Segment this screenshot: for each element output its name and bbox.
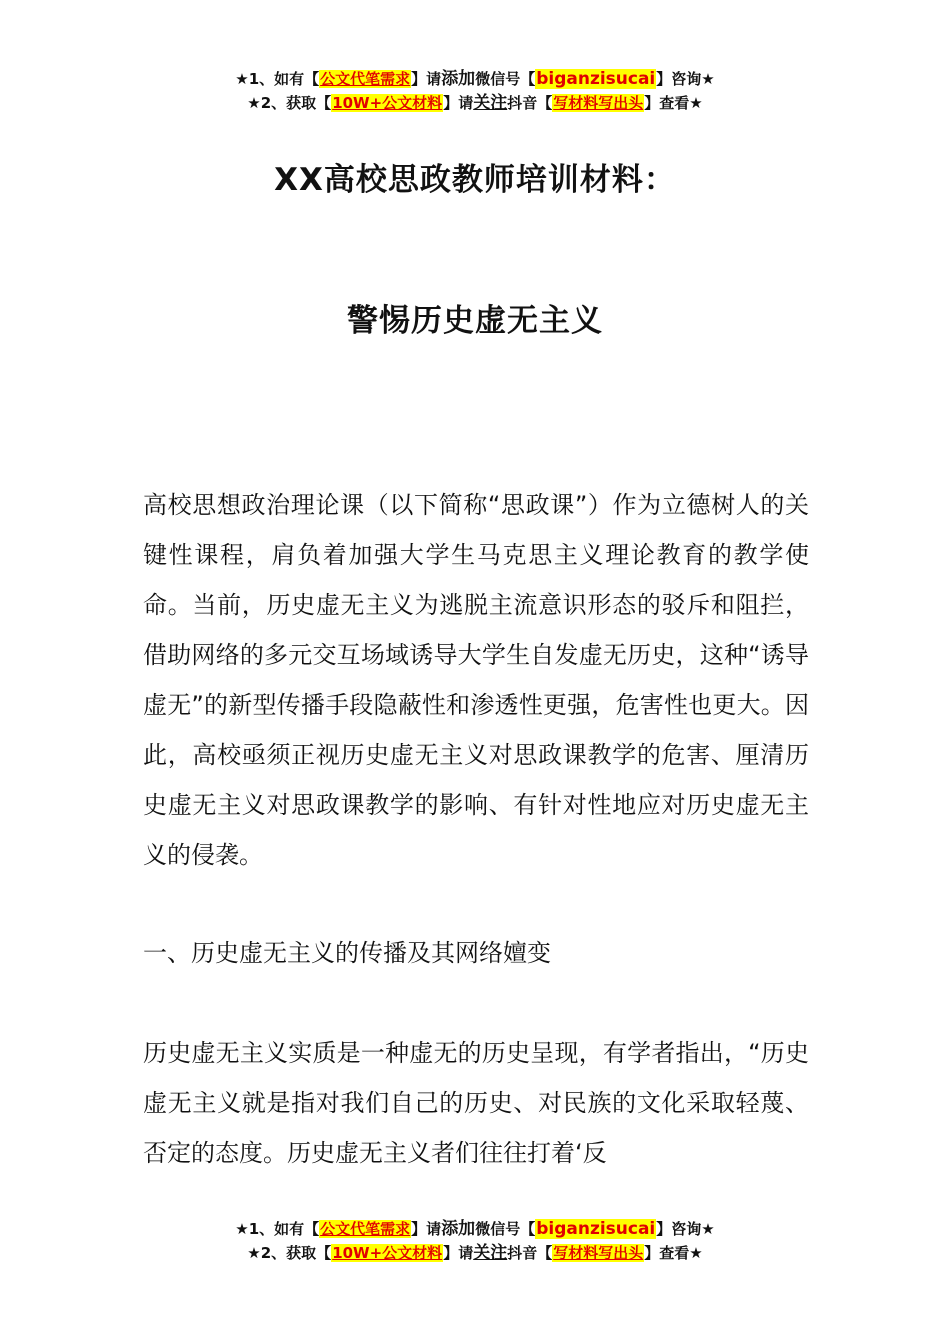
footer-banner [0, 1217, 950, 1265]
footer-highlight-materials: 10W+公文材料 [332, 1244, 443, 1262]
footer-line-1-suffix: 】咨询★ [656, 1220, 715, 1238]
document-subtitle: 警惕历史虚无主义 [347, 303, 603, 339]
footer-line-1-prefix: ★1、如有【 [235, 1220, 320, 1238]
banner-line-1-mid2: 微信号【 [475, 70, 536, 88]
banner-line-2-suffix: 】查看★ [644, 94, 703, 112]
banner-highlight-wechat-id: biganzisucai [536, 69, 656, 89]
footer-line-2-mid: 】请 [443, 1244, 474, 1262]
footer-line-2-mid2: 抖音【 [507, 1244, 553, 1262]
banner-line-2-mid: 】请 [443, 94, 474, 112]
banner-line-2-mid2: 抖音【 [507, 94, 553, 112]
footer-banner-line-2 [0, 1241, 950, 1265]
footer-highlight-wechat-id: biganzisucai [536, 1219, 656, 1239]
body-paragraph-1: 高校思想政治理论课（以下简称“思政课”）作为立德树人的关键性课程，肩负着加强大学生马克思主义理论教育的教学使命。当前，历史虚无主义为逃脱主流意识形态的驳斥和阻拦，借助网络的多元交互场域诱导大学生自发虚无历史，这种“诱导虚无”的新型传播手段隐蔽性和渗透性更强，危害性也更大。因此，高校亟须正视历史虚无主义对思政课教学的危害、厘清历史虚无主义对思政课教学的影响、有针对性地应对历史虚无主义的侵袭。 [143, 491, 809, 869]
banner-line-1-mid: 】请 [411, 70, 442, 88]
banner-highlight-writing-service: 公文代笔需求 [320, 70, 411, 88]
footer-line-1-mid2: 微信号【 [475, 1220, 536, 1238]
section-heading: 一、历史虚无主义的传播及其网络嬗变 [143, 939, 551, 967]
banner-line-2-emphasis: 关注 [473, 93, 508, 113]
banner-line-1 [0, 67, 950, 91]
body-paragraph-2: 历史虚无主义实质是一种虚无的历史呈现，有学者指出，“历史虚无主义就是指对我们自己的历史、对民族的文化采取轻蔑、否定的态度。历史虚无主义者们往往打着‘反 [143, 1039, 809, 1167]
banner-line-2-prefix: ★2、获取【 [247, 94, 332, 112]
footer-banner-line-1 [0, 1217, 950, 1241]
banner-line-2 [0, 91, 950, 115]
header-banner [0, 67, 950, 115]
document-title: XX高校思政教师培训材料： [274, 162, 676, 198]
footer-highlight-douyin-account: 写材料写出头 [553, 1244, 644, 1262]
banner-line-1-prefix: ★1、如有【 [235, 70, 320, 88]
footer-line-1-emphasis: 添加 [441, 1219, 476, 1239]
banner-highlight-materials: 10W+公文材料 [332, 94, 443, 112]
banner-highlight-douyin-account: 写材料写出头 [553, 94, 644, 112]
footer-line-1-mid: 】请 [411, 1220, 442, 1238]
banner-line-1-suffix: 】咨询★ [656, 70, 715, 88]
footer-line-2-emphasis: 关注 [473, 1243, 508, 1263]
footer-highlight-writing-service: 公文代笔需求 [320, 1220, 411, 1238]
banner-line-1-emphasis: 添加 [441, 69, 476, 89]
footer-line-2-prefix: ★2、获取【 [247, 1244, 332, 1262]
footer-line-2-suffix: 】查看★ [644, 1244, 703, 1262]
